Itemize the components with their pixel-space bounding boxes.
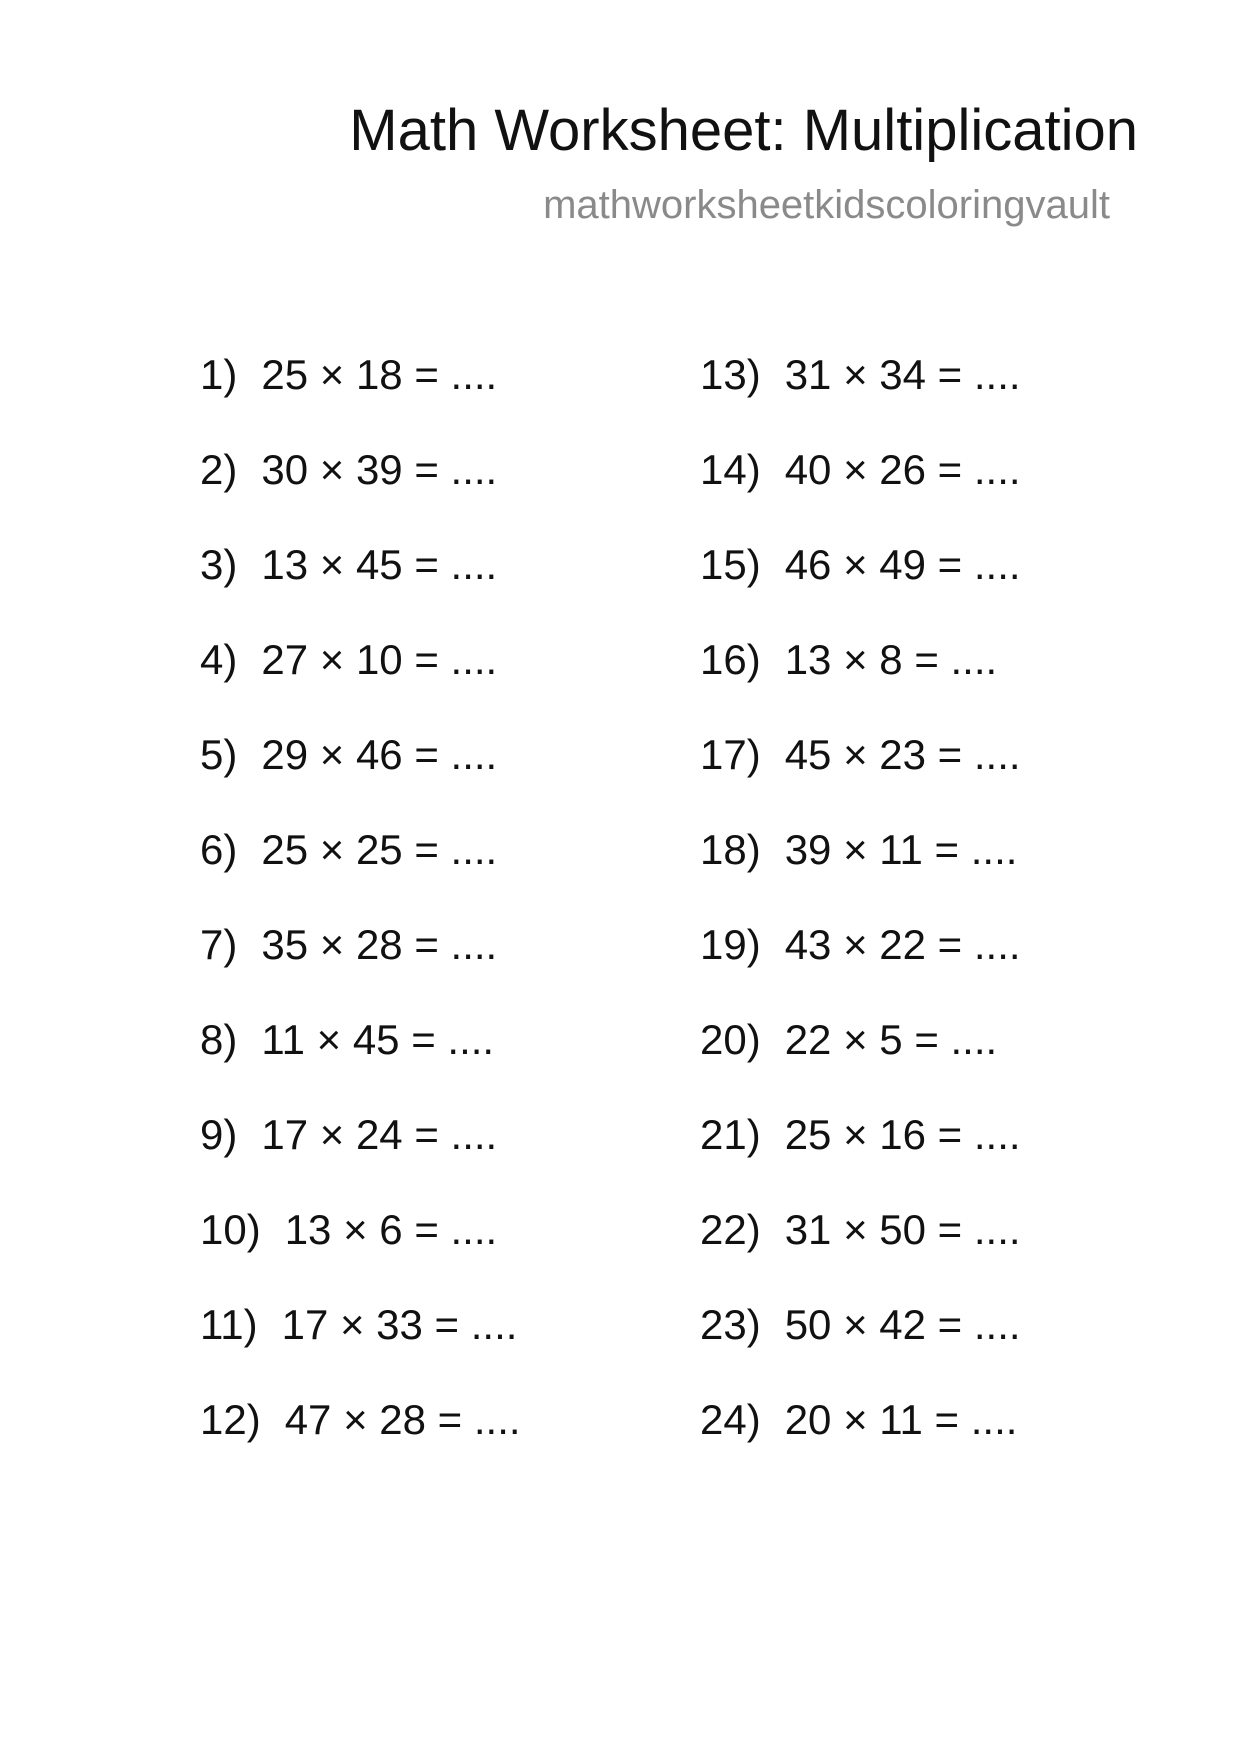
problem-number: 15) (700, 541, 761, 588)
problem-item (200, 1010, 521, 1105)
problem-item (700, 345, 1021, 440)
problem-expression: 20 × 11 = .... (784, 1396, 1018, 1443)
problem-number: 12) (200, 1396, 261, 1443)
problem-item (700, 1105, 1021, 1200)
problem-number: 4) (200, 636, 238, 683)
problem-expression: 47 × 28 = .... (284, 1396, 521, 1443)
problem-item (200, 440, 521, 535)
problem-item (200, 1390, 521, 1485)
problem-number: 19) (700, 921, 761, 968)
problem-number: 3) (200, 541, 238, 588)
problem-expression: 43 × 22 = .... (784, 921, 1021, 968)
problem-item (700, 630, 1021, 725)
problem-expression: 25 × 18 = .... (261, 351, 498, 398)
problem-expression: 25 × 16 = .... (784, 1111, 1021, 1158)
problem-expression: 27 × 10 = .... (261, 636, 498, 683)
problem-number: 13) (700, 351, 761, 398)
problem-item (200, 345, 521, 440)
problem-expression: 22 × 5 = .... (784, 1016, 998, 1063)
problem-item (700, 1200, 1021, 1295)
problem-expression: 13 × 6 = .... (284, 1206, 498, 1253)
problem-expression: 31 × 34 = .... (784, 351, 1021, 398)
problem-expression: 25 × 25 = .... (261, 826, 498, 873)
problem-item (200, 915, 521, 1010)
problem-item (700, 1010, 1021, 1105)
problem-number: 18) (700, 826, 761, 873)
problem-number: 11) (200, 1301, 258, 1348)
problem-expression: 50 × 42 = .... (784, 1301, 1021, 1348)
problem-number: 1) (200, 351, 238, 398)
problem-number: 6) (200, 826, 238, 873)
worksheet-title: Math Worksheet: Multiplication (349, 98, 1138, 163)
problem-item (700, 820, 1021, 915)
problem-number: 16) (700, 636, 761, 683)
problem-number: 5) (200, 731, 238, 778)
problem-item (200, 1105, 521, 1200)
problem-column-left (200, 345, 521, 1485)
problem-column-right (700, 345, 1021, 1485)
worksheet-subtitle: mathworksheetkidscoloringvault (543, 183, 1110, 227)
problem-number: 24) (700, 1396, 761, 1443)
problem-item (700, 915, 1021, 1010)
problem-expression: 40 × 26 = .... (784, 446, 1021, 493)
problem-item (700, 1295, 1021, 1390)
problem-number: 10) (200, 1206, 261, 1253)
problem-item (700, 725, 1021, 820)
problem-item (200, 535, 521, 630)
problem-expression: 39 × 11 = .... (784, 826, 1018, 873)
problem-number: 9) (200, 1111, 238, 1158)
problem-expression: 45 × 23 = .... (784, 731, 1021, 778)
problem-expression: 17 × 24 = .... (261, 1111, 498, 1158)
problem-item (200, 725, 521, 820)
problem-item (200, 1200, 521, 1295)
problem-number: 2) (200, 446, 238, 493)
problem-item (700, 1390, 1021, 1485)
problem-number: 23) (700, 1301, 761, 1348)
problem-expression: 35 × 28 = .... (261, 921, 498, 968)
problem-expression: 13 × 8 = .... (784, 636, 998, 683)
problem-number: 22) (700, 1206, 761, 1253)
problem-number: 21) (700, 1111, 761, 1158)
problem-expression: 17 × 33 = .... (281, 1301, 518, 1348)
problem-number: 7) (200, 921, 238, 968)
problem-number: 14) (700, 446, 761, 493)
problem-item (200, 630, 521, 725)
problem-item (200, 820, 521, 915)
problem-number: 17) (700, 731, 761, 778)
problem-expression: 46 × 49 = .... (784, 541, 1021, 588)
problem-item (700, 535, 1021, 630)
problem-item (200, 1295, 521, 1390)
problem-expression: 11 × 45 = .... (261, 1016, 495, 1063)
problem-number: 8) (200, 1016, 238, 1063)
problem-item (700, 440, 1021, 535)
problem-expression: 30 × 39 = .... (261, 446, 498, 493)
problem-number: 20) (700, 1016, 761, 1063)
problem-expression: 13 × 45 = .... (261, 541, 498, 588)
problem-expression: 29 × 46 = .... (261, 731, 498, 778)
problem-expression: 31 × 50 = .... (784, 1206, 1021, 1253)
